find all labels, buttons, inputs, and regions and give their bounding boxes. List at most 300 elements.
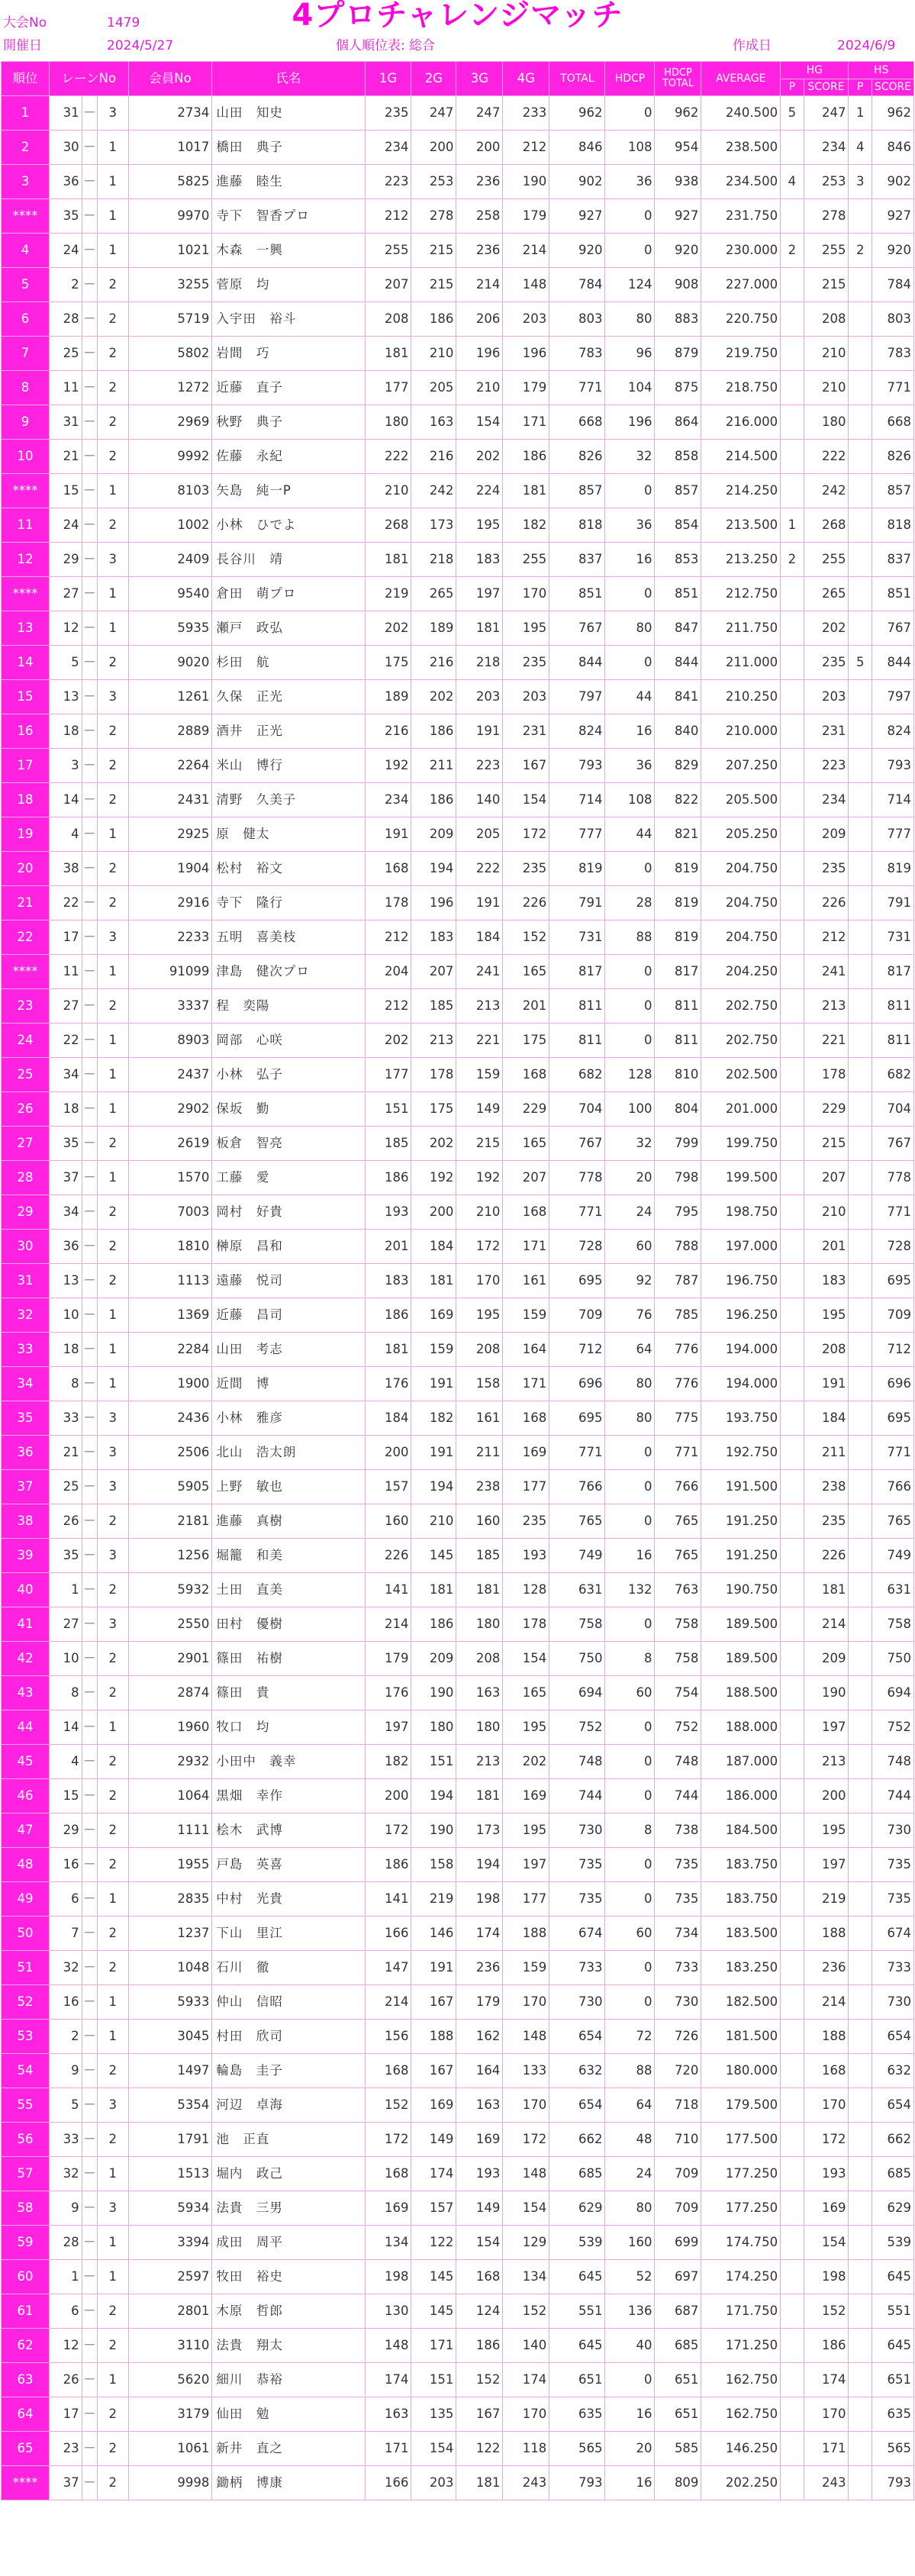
hg-place-cell — [781, 852, 804, 886]
hs-score-cell: 748 — [872, 1745, 913, 1779]
lane-sub-cell: 2 — [97, 2432, 128, 2466]
name-cell: 近藤 直子 — [212, 371, 365, 405]
hg-score-cell: 152 — [804, 2294, 849, 2329]
game2-cell: 219 — [411, 1882, 456, 1917]
average-cell: 202.750 — [701, 1024, 781, 1058]
total-cell: 731 — [549, 920, 605, 955]
lane-cell: 7 — [49, 1917, 82, 1951]
game3-cell: 173 — [456, 1814, 503, 1848]
table-row — [2, 783, 914, 817]
table-row — [2, 646, 914, 680]
game3-cell: 159 — [456, 1058, 503, 1092]
lane-separator: － — [82, 783, 97, 817]
game2-cell: 185 — [411, 989, 456, 1024]
game4-cell: 226 — [503, 886, 549, 920]
game2-cell: 145 — [411, 2260, 456, 2294]
total-cell: 793 — [549, 749, 605, 783]
hg-score-cell: 203 — [804, 680, 849, 714]
hg-place-cell — [781, 1298, 804, 1333]
hdcp-total-cell: 879 — [655, 337, 701, 371]
lane-separator: － — [82, 1230, 97, 1264]
lane-cell: 25 — [49, 1470, 82, 1504]
average-cell: 183.750 — [701, 1882, 781, 1917]
name-cell: 近藤 昌司 — [212, 1298, 365, 1333]
hs-score-cell: 784 — [872, 268, 913, 302]
hdcp-total-cell: 709 — [655, 2157, 701, 2191]
name-cell: 篠田 祐樹 — [212, 1642, 365, 1676]
average-cell: 199.500 — [701, 1161, 781, 1195]
game1-cell: 160 — [365, 1504, 411, 1539]
hdcp-cell: 16 — [605, 2397, 655, 2432]
hs-score-cell: 645 — [872, 2260, 913, 2294]
table-row — [2, 577, 914, 611]
game2-cell: 190 — [411, 1814, 456, 1848]
game3-cell: 183 — [456, 543, 503, 577]
hdcp-total-cell: 854 — [655, 508, 701, 543]
game3-cell: 218 — [456, 646, 503, 680]
table-row — [2, 920, 914, 955]
game2-cell: 213 — [411, 1024, 456, 1058]
table-row — [2, 234, 914, 268]
game4-cell: 229 — [503, 1092, 549, 1127]
name-cell: 堀内 政己 — [212, 2157, 365, 2191]
member-no-cell: 2284 — [128, 1333, 212, 1367]
game2-cell: 218 — [411, 543, 456, 577]
table-row — [2, 989, 914, 1024]
game3-cell: 210 — [456, 371, 503, 405]
rank-cell: 8 — [2, 371, 50, 405]
game3-cell: 247 — [456, 96, 503, 131]
hdcp-total-cell: 776 — [655, 1367, 701, 1401]
hg-place-cell — [781, 1092, 804, 1127]
name-cell: 堀籠 和美 — [212, 1539, 365, 1573]
name-cell: 進藤 睦生 — [212, 165, 365, 199]
lane-sub-cell: 2 — [97, 440, 128, 474]
lane-cell: 38 — [49, 852, 82, 886]
game1-cell: 216 — [365, 714, 411, 749]
lane-sub-cell: 3 — [97, 96, 128, 131]
hdcp-cell: 0 — [605, 1882, 655, 1917]
game4-cell: 255 — [503, 543, 549, 577]
lane-sub-cell: 3 — [97, 1436, 128, 1470]
game4-cell: 202 — [503, 1745, 549, 1779]
lane-sub-cell: 2 — [97, 749, 128, 783]
member-no-cell: 1021 — [128, 234, 212, 268]
average-cell: 211.750 — [701, 611, 781, 646]
lane-separator: － — [82, 165, 97, 199]
lane-separator: － — [82, 1161, 97, 1195]
game3-cell: 180 — [456, 1607, 503, 1642]
total-cell: 694 — [549, 1676, 605, 1710]
name-cell: 黒畑 幸作 — [212, 1779, 365, 1814]
hg-score-cell: 209 — [804, 817, 849, 852]
lane-separator: － — [82, 680, 97, 714]
hg-place-cell — [781, 1848, 804, 1882]
member-no-cell: 1904 — [128, 852, 212, 886]
table-row — [2, 817, 914, 852]
hg-score-cell: 278 — [804, 199, 849, 234]
game3-cell: 181 — [456, 1779, 503, 1814]
col-lane: レーンNo — [49, 62, 128, 96]
lane-cell: 1 — [49, 2260, 82, 2294]
total-cell: 771 — [549, 371, 605, 405]
lane-cell: 8 — [49, 1676, 82, 1710]
game4-cell: 243 — [503, 2466, 549, 2500]
lane-separator: － — [82, 955, 97, 989]
table-row — [2, 1436, 914, 1470]
col-g4: 4G — [503, 62, 549, 96]
total-cell: 631 — [549, 1573, 605, 1607]
game4-cell: 165 — [503, 955, 549, 989]
game4-cell: 165 — [503, 1676, 549, 1710]
game1-cell: 191 — [365, 817, 411, 852]
col-hdcp-total — [655, 62, 701, 96]
average-cell: 177.250 — [701, 2191, 781, 2226]
game1-cell: 212 — [365, 199, 411, 234]
member-no-cell: 8103 — [128, 474, 212, 508]
hg-score-cell: 188 — [804, 2020, 849, 2054]
game1-cell: 183 — [365, 1264, 411, 1298]
lane-cell: 22 — [49, 886, 82, 920]
hs-place-cell — [849, 2054, 872, 2088]
lane-sub-cell: 1 — [97, 1024, 128, 1058]
average-cell: 238.500 — [701, 131, 781, 165]
header-row — [2, 62, 914, 79]
hs-score-cell: 777 — [872, 817, 913, 852]
game3-cell: 221 — [456, 1024, 503, 1058]
col-hdcp: HDCP — [605, 62, 655, 96]
hs-place-cell — [849, 1676, 872, 1710]
lane-separator: － — [82, 405, 97, 440]
lane-sub-cell: 2 — [97, 852, 128, 886]
hdcp-total-cell: 864 — [655, 405, 701, 440]
hdcp-total-cell: 765 — [655, 1539, 701, 1573]
game1-cell: 174 — [365, 2363, 411, 2397]
hdcp-total-cell: 841 — [655, 680, 701, 714]
hdcp-cell: 0 — [605, 234, 655, 268]
hg-score-cell: 253 — [804, 165, 849, 199]
lane-sub-cell: 2 — [97, 302, 128, 337]
average-cell: 213.500 — [701, 508, 781, 543]
rank-cell: 36 — [2, 1436, 50, 1470]
name-cell: 原 健太 — [212, 817, 365, 852]
game4-cell: 195 — [503, 1814, 549, 1848]
hg-score-cell: 174 — [804, 2363, 849, 2397]
game3-cell: 164 — [456, 2054, 503, 2088]
hg-score-cell: 181 — [804, 1573, 849, 1607]
hdcp-total-cell: 857 — [655, 474, 701, 508]
game1-cell: 168 — [365, 2157, 411, 2191]
game4-cell: 128 — [503, 1573, 549, 1607]
game1-cell: 182 — [365, 1745, 411, 1779]
game4-cell: 197 — [503, 1848, 549, 1882]
table-row — [2, 371, 914, 405]
average-cell: 179.500 — [701, 2088, 781, 2123]
rank-cell: 25 — [2, 1058, 50, 1092]
hs-place-cell — [849, 2397, 872, 2432]
hs-score-cell: 766 — [872, 1470, 913, 1504]
game3-cell: 154 — [456, 405, 503, 440]
name-cell: 佐藤 永紀 — [212, 440, 365, 474]
hs-place-cell — [849, 1779, 872, 1814]
average-cell: 183.500 — [701, 1917, 781, 1951]
hg-place-cell — [781, 646, 804, 680]
game3-cell: 191 — [456, 886, 503, 920]
total-cell: 793 — [549, 2466, 605, 2500]
hs-place-cell — [849, 989, 872, 1024]
average-cell: 188.500 — [701, 1676, 781, 1710]
game1-cell: 198 — [365, 2260, 411, 2294]
game2-cell: 242 — [411, 474, 456, 508]
lane-sub-cell: 1 — [97, 1092, 128, 1127]
lane-separator: － — [82, 1367, 97, 1401]
game3-cell: 180 — [456, 1710, 503, 1745]
game3-cell: 205 — [456, 817, 503, 852]
hdcp-cell: 80 — [605, 1401, 655, 1436]
game1-cell: 202 — [365, 611, 411, 646]
average-cell: 181.500 — [701, 2020, 781, 2054]
average-cell: 207.250 — [701, 749, 781, 783]
lane-separator: － — [82, 989, 97, 1024]
rank-cell: 65 — [2, 2432, 50, 2466]
lane-sub-cell: 2 — [97, 2397, 128, 2432]
game4-cell: 170 — [503, 1985, 549, 2020]
hdcp-total-cell: 927 — [655, 199, 701, 234]
lane-sub-cell: 3 — [97, 2088, 128, 2123]
hg-place-cell — [781, 2054, 804, 2088]
lane-cell: 21 — [49, 440, 82, 474]
game2-cell: 216 — [411, 646, 456, 680]
hdcp-total-cell: 709 — [655, 2191, 701, 2226]
total-cell: 817 — [549, 955, 605, 989]
hdcp-cell: 60 — [605, 1676, 655, 1710]
col-hs-p: P — [849, 79, 872, 96]
name-cell: 篠田 貴 — [212, 1676, 365, 1710]
game4-cell: 148 — [503, 2020, 549, 2054]
lane-cell: 10 — [49, 1298, 82, 1333]
hg-score-cell: 215 — [804, 1127, 849, 1161]
game2-cell: 173 — [411, 508, 456, 543]
total-cell: 766 — [549, 1470, 605, 1504]
hs-score-cell: 735 — [872, 1882, 913, 1917]
hdcp-total-cell: 795 — [655, 1195, 701, 1230]
hdcp-total-cell: 744 — [655, 1779, 701, 1814]
game1-cell: 168 — [365, 2054, 411, 2088]
game3-cell: 197 — [456, 577, 503, 611]
lane-separator: － — [82, 371, 97, 405]
game2-cell: 186 — [411, 714, 456, 749]
average-cell: 202.500 — [701, 1058, 781, 1092]
hs-score-cell: 709 — [872, 1298, 913, 1333]
hs-place-cell — [849, 749, 872, 783]
hdcp-total-cell: 766 — [655, 1470, 701, 1504]
game2-cell: 253 — [411, 165, 456, 199]
hdcp-total-cell: 883 — [655, 302, 701, 337]
hs-place-cell — [849, 1882, 872, 1917]
average-cell: 188.000 — [701, 1710, 781, 1745]
hg-place-cell — [781, 886, 804, 920]
total-cell: 632 — [549, 2054, 605, 2088]
hdcp-total-cell: 771 — [655, 1436, 701, 1470]
hs-place-cell — [849, 1436, 872, 1470]
hg-score-cell: 210 — [804, 337, 849, 371]
hdcp-cell: 64 — [605, 2088, 655, 2123]
hdcp-cell: 0 — [605, 1436, 655, 1470]
hdcp-cell: 44 — [605, 680, 655, 714]
lane-cell: 32 — [49, 1951, 82, 1985]
rank-cell: 2 — [2, 131, 50, 165]
game4-cell: 207 — [503, 1161, 549, 1195]
hdcp-total-cell: 819 — [655, 852, 701, 886]
hs-score-cell: 771 — [872, 1195, 913, 1230]
member-no-cell: 9540 — [128, 577, 212, 611]
game2-cell: 194 — [411, 852, 456, 886]
average-cell: 205.250 — [701, 817, 781, 852]
hs-place-cell — [849, 2294, 872, 2329]
game4-cell: 133 — [503, 2054, 549, 2088]
game3-cell: 160 — [456, 1504, 503, 1539]
rank-cell: 23 — [2, 989, 50, 1024]
average-cell: 205.500 — [701, 783, 781, 817]
rank-cell: 4 — [2, 234, 50, 268]
ranking-table — [1, 61, 914, 2500]
name-cell: 清野 久美子 — [212, 783, 365, 817]
member-no-cell: 1272 — [128, 371, 212, 405]
game1-cell: 186 — [365, 1298, 411, 1333]
member-no-cell: 1955 — [128, 1848, 212, 1882]
game2-cell: 207 — [411, 955, 456, 989]
name-cell: 牧口 均 — [212, 1710, 365, 1745]
name-cell: 松村 裕文 — [212, 852, 365, 886]
game4-cell: 170 — [503, 577, 549, 611]
lane-cell: 2 — [49, 2020, 82, 2054]
hg-place-cell: 4 — [781, 165, 804, 199]
game2-cell: 202 — [411, 680, 456, 714]
hg-place-cell — [781, 783, 804, 817]
hs-score-cell: 694 — [872, 1676, 913, 1710]
average-cell: 174.250 — [701, 2260, 781, 2294]
rank-cell: 31 — [2, 1264, 50, 1298]
hdcp-total-cell: 875 — [655, 371, 701, 405]
name-cell: 牧田 裕史 — [212, 2260, 365, 2294]
hg-score-cell: 169 — [804, 2191, 849, 2226]
game4-cell: 148 — [503, 268, 549, 302]
table-row — [2, 1195, 914, 1230]
game1-cell: 169 — [365, 2191, 411, 2226]
average-cell: 193.750 — [701, 1401, 781, 1436]
lane-separator: － — [82, 2226, 97, 2260]
rank-cell: **** — [2, 955, 50, 989]
rank-cell: 28 — [2, 1161, 50, 1195]
game4-cell: 167 — [503, 749, 549, 783]
hg-score-cell: 154 — [804, 2226, 849, 2260]
hdcp-total-cell: 799 — [655, 1127, 701, 1161]
hs-score-cell: 551 — [872, 2294, 913, 2329]
hs-place-cell: 2 — [849, 234, 872, 268]
hg-place-cell — [781, 1951, 804, 1985]
lane-sub-cell: 1 — [97, 2260, 128, 2294]
game2-cell: 167 — [411, 1985, 456, 2020]
average-cell: 210.250 — [701, 680, 781, 714]
name-cell: 寺下 智香プロ — [212, 199, 365, 234]
game2-cell: 215 — [411, 234, 456, 268]
total-cell: 902 — [549, 165, 605, 199]
hg-place-cell — [781, 1264, 804, 1298]
game2-cell: 189 — [411, 611, 456, 646]
table-row — [2, 852, 914, 886]
member-no-cell: 5905 — [128, 1470, 212, 1504]
hdcp-total-cell: 788 — [655, 1230, 701, 1264]
average-cell: 196.750 — [701, 1264, 781, 1298]
total-cell: 758 — [549, 1607, 605, 1642]
member-no-cell: 1061 — [128, 2432, 212, 2466]
hdcp-cell: 24 — [605, 1195, 655, 1230]
game3-cell: 206 — [456, 302, 503, 337]
member-no-cell: 9020 — [128, 646, 212, 680]
hs-place-cell — [849, 1367, 872, 1401]
hdcp-cell: 0 — [605, 1848, 655, 1882]
game2-cell: 203 — [411, 2466, 456, 2500]
average-cell: 186.000 — [701, 1779, 781, 1814]
total-cell: 696 — [549, 1367, 605, 1401]
member-no-cell: 3337 — [128, 989, 212, 1024]
rank-cell: 5 — [2, 268, 50, 302]
hs-place-cell: 3 — [849, 165, 872, 199]
game1-cell: 193 — [365, 1195, 411, 1230]
lane-sub-cell: 2 — [97, 2329, 128, 2363]
member-no-cell: 5825 — [128, 165, 212, 199]
col-hg-score: SCORE — [804, 79, 849, 96]
hdcp-cell: 100 — [605, 1092, 655, 1127]
average-cell: 204.250 — [701, 955, 781, 989]
ranking-rows — [2, 96, 914, 2500]
hdcp-total-cell: 962 — [655, 96, 701, 131]
game4-cell: 181 — [503, 474, 549, 508]
game2-cell: 209 — [411, 1642, 456, 1676]
game3-cell: 122 — [456, 2432, 503, 2466]
total-cell: 844 — [549, 646, 605, 680]
hg-score-cell: 243 — [804, 2466, 849, 2500]
hg-place-cell — [781, 1573, 804, 1607]
average-cell: 240.500 — [701, 96, 781, 131]
name-cell: 上野 敏也 — [212, 1470, 365, 1504]
name-cell: 倉田 萌プロ — [212, 577, 365, 611]
rank-cell: 62 — [2, 2329, 50, 2363]
game3-cell: 184 — [456, 920, 503, 955]
average-cell: 214.250 — [701, 474, 781, 508]
total-cell: 837 — [549, 543, 605, 577]
hdcp-total-cell: 765 — [655, 1504, 701, 1539]
game4-cell: 175 — [503, 1024, 549, 1058]
hs-score-cell: 685 — [872, 2157, 913, 2191]
game4-cell: 235 — [503, 1504, 549, 1539]
game2-cell: 158 — [411, 1848, 456, 1882]
rank-cell: 19 — [2, 817, 50, 852]
hg-score-cell: 195 — [804, 1298, 849, 1333]
hdcp-total-cell: 685 — [655, 2329, 701, 2363]
game1-cell: 130 — [365, 2294, 411, 2329]
game4-cell: 177 — [503, 1470, 549, 1504]
hdcp-cell: 0 — [605, 955, 655, 989]
hdcp-total-cell: 733 — [655, 1951, 701, 1985]
game1-cell: 163 — [365, 2397, 411, 2432]
hs-score-cell: 752 — [872, 1710, 913, 1745]
lane-separator: － — [82, 1333, 97, 1367]
rank-cell: 35 — [2, 1401, 50, 1436]
hg-place-cell — [781, 714, 804, 749]
game1-cell: 178 — [365, 886, 411, 920]
lane-sub-cell: 1 — [97, 2157, 128, 2191]
